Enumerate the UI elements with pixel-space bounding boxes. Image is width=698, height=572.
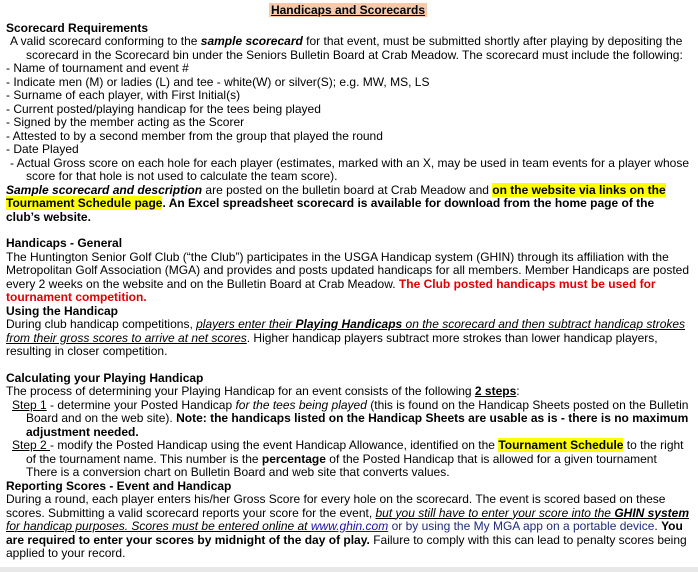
sample-scorecard-note: Sample scorecard and description are posted on the bulletin board at Crab Meadow and on the website via links on the Tournament Schedule page. An Excel spreadsheet scorecard is available for download from the home page of the club’s website. [6,182,666,224]
reporting-text: During a round, each player enters his/her Gross Score for every hole on the scorecard. The event is scored based on these scores. Submitting a valid scorecard reports your score for the event, but you still have to enter your score into the GHIN system for handicap purposes. Scores must be entered online at www.ghin.com or by using the My MGA app on a portable device. You are required to enter your scores by midnight of the day of play. Failure to comply with this can lead to penalty scores being applied to your record. [6,492,690,560]
reporting-heading: Reporting Scores - Event and Handicap [6,478,232,493]
scorecard-item: - Signed by the member acting as the Scorer [6,115,245,129]
step-2: Step 2 - modify the Posted Handicap using the event Handicap Allowance, identified on the Tournament Schedule to the right of the tournament name. This number is the percentage of the Posted Handicap that is allowed for a given tournament There is a conversion chart on Bulletin Board and web site that converts values. [12,438,684,479]
horizontal-scrollbar[interactable] [0,567,698,572]
tournament-schedule-highlight: Tournament Schedule [498,438,624,452]
ghin-link[interactable]: www.ghin.com [310,519,389,533]
step-1: Step 1 - determine your Posted Handicap for the tees being played (this is found on the Handicap Sheets posted on the Bulletin Board and on the web site). Note: the handicaps listed on the Handicap Sheets are usable as is - there is no maximum adjustment needed. [12,397,689,439]
scorecard-item: - Attested to by a second member from the group that played the round [6,128,383,143]
scorecard-intro: A valid scorecard conforming to the sample scorecard for that event, must be submitted shortly after playing by depositing the scorecard in the Scorecard bin under the Seniors Bulletin Board at Crab Meadow. The scorecard must include the following: [10,34,683,62]
page-title [6,4,690,18]
scorecard-item: - Surname of each player, with First Initial(s) [6,88,241,102]
website-link-highlight[interactable]: on the website via links on the Tournament Schedule page [6,182,666,210]
using-text: During club handicap competitions, players enter their Playing Handicaps on the scorecard and then subtract handicap strokes from their gross scores to arrive at net scores. Higher handicap players subtract more strokes than lower handicap players, resulting in closer competition. [6,317,686,358]
scorecard-heading: Scorecard Requirements [6,20,149,35]
handicaps-heading: Handicaps - General [6,236,123,250]
handicaps-text: The Huntington Senior Golf Club (“the Club”) participates in the USGA Handicap system (GHIN) through its affiliation with the Metropolitan Golf Association (MGA) and provides and posts updated handicaps for all members. Member Handicaps are posted every 2 weeks on the website and on the Bulletin Board at Crab Meadow. The Club posted handicaps must be used for tournament competition. [6,249,690,304]
scorecard-item: - Actual Gross score on each hole for each player (estimates, marked with an X, may be used in team events for a player whose score for that hole is not used to calculate the team score). [10,155,689,183]
scorecard-item: - Current posted/playing handicap for the tees being played [6,101,321,116]
page-title-text: Handicaps and Scorecards [270,3,426,17]
using-heading: Using the Handicap [6,303,119,318]
calc-intro: The process of determining your Playing Handicap for an event consists of the following 2 steps: [6,384,520,398]
scorecard-item: - Date Played [6,142,79,156]
scorecard-item: - Indicate men (M) or ladies (L) and tee - white(W) or silver(S); e.g. MW, MS, LS [6,74,430,89]
scorecard-item: - Name of tournament and event # [6,61,189,75]
calc-heading: Calculating your Playing Handicap [6,370,204,385]
